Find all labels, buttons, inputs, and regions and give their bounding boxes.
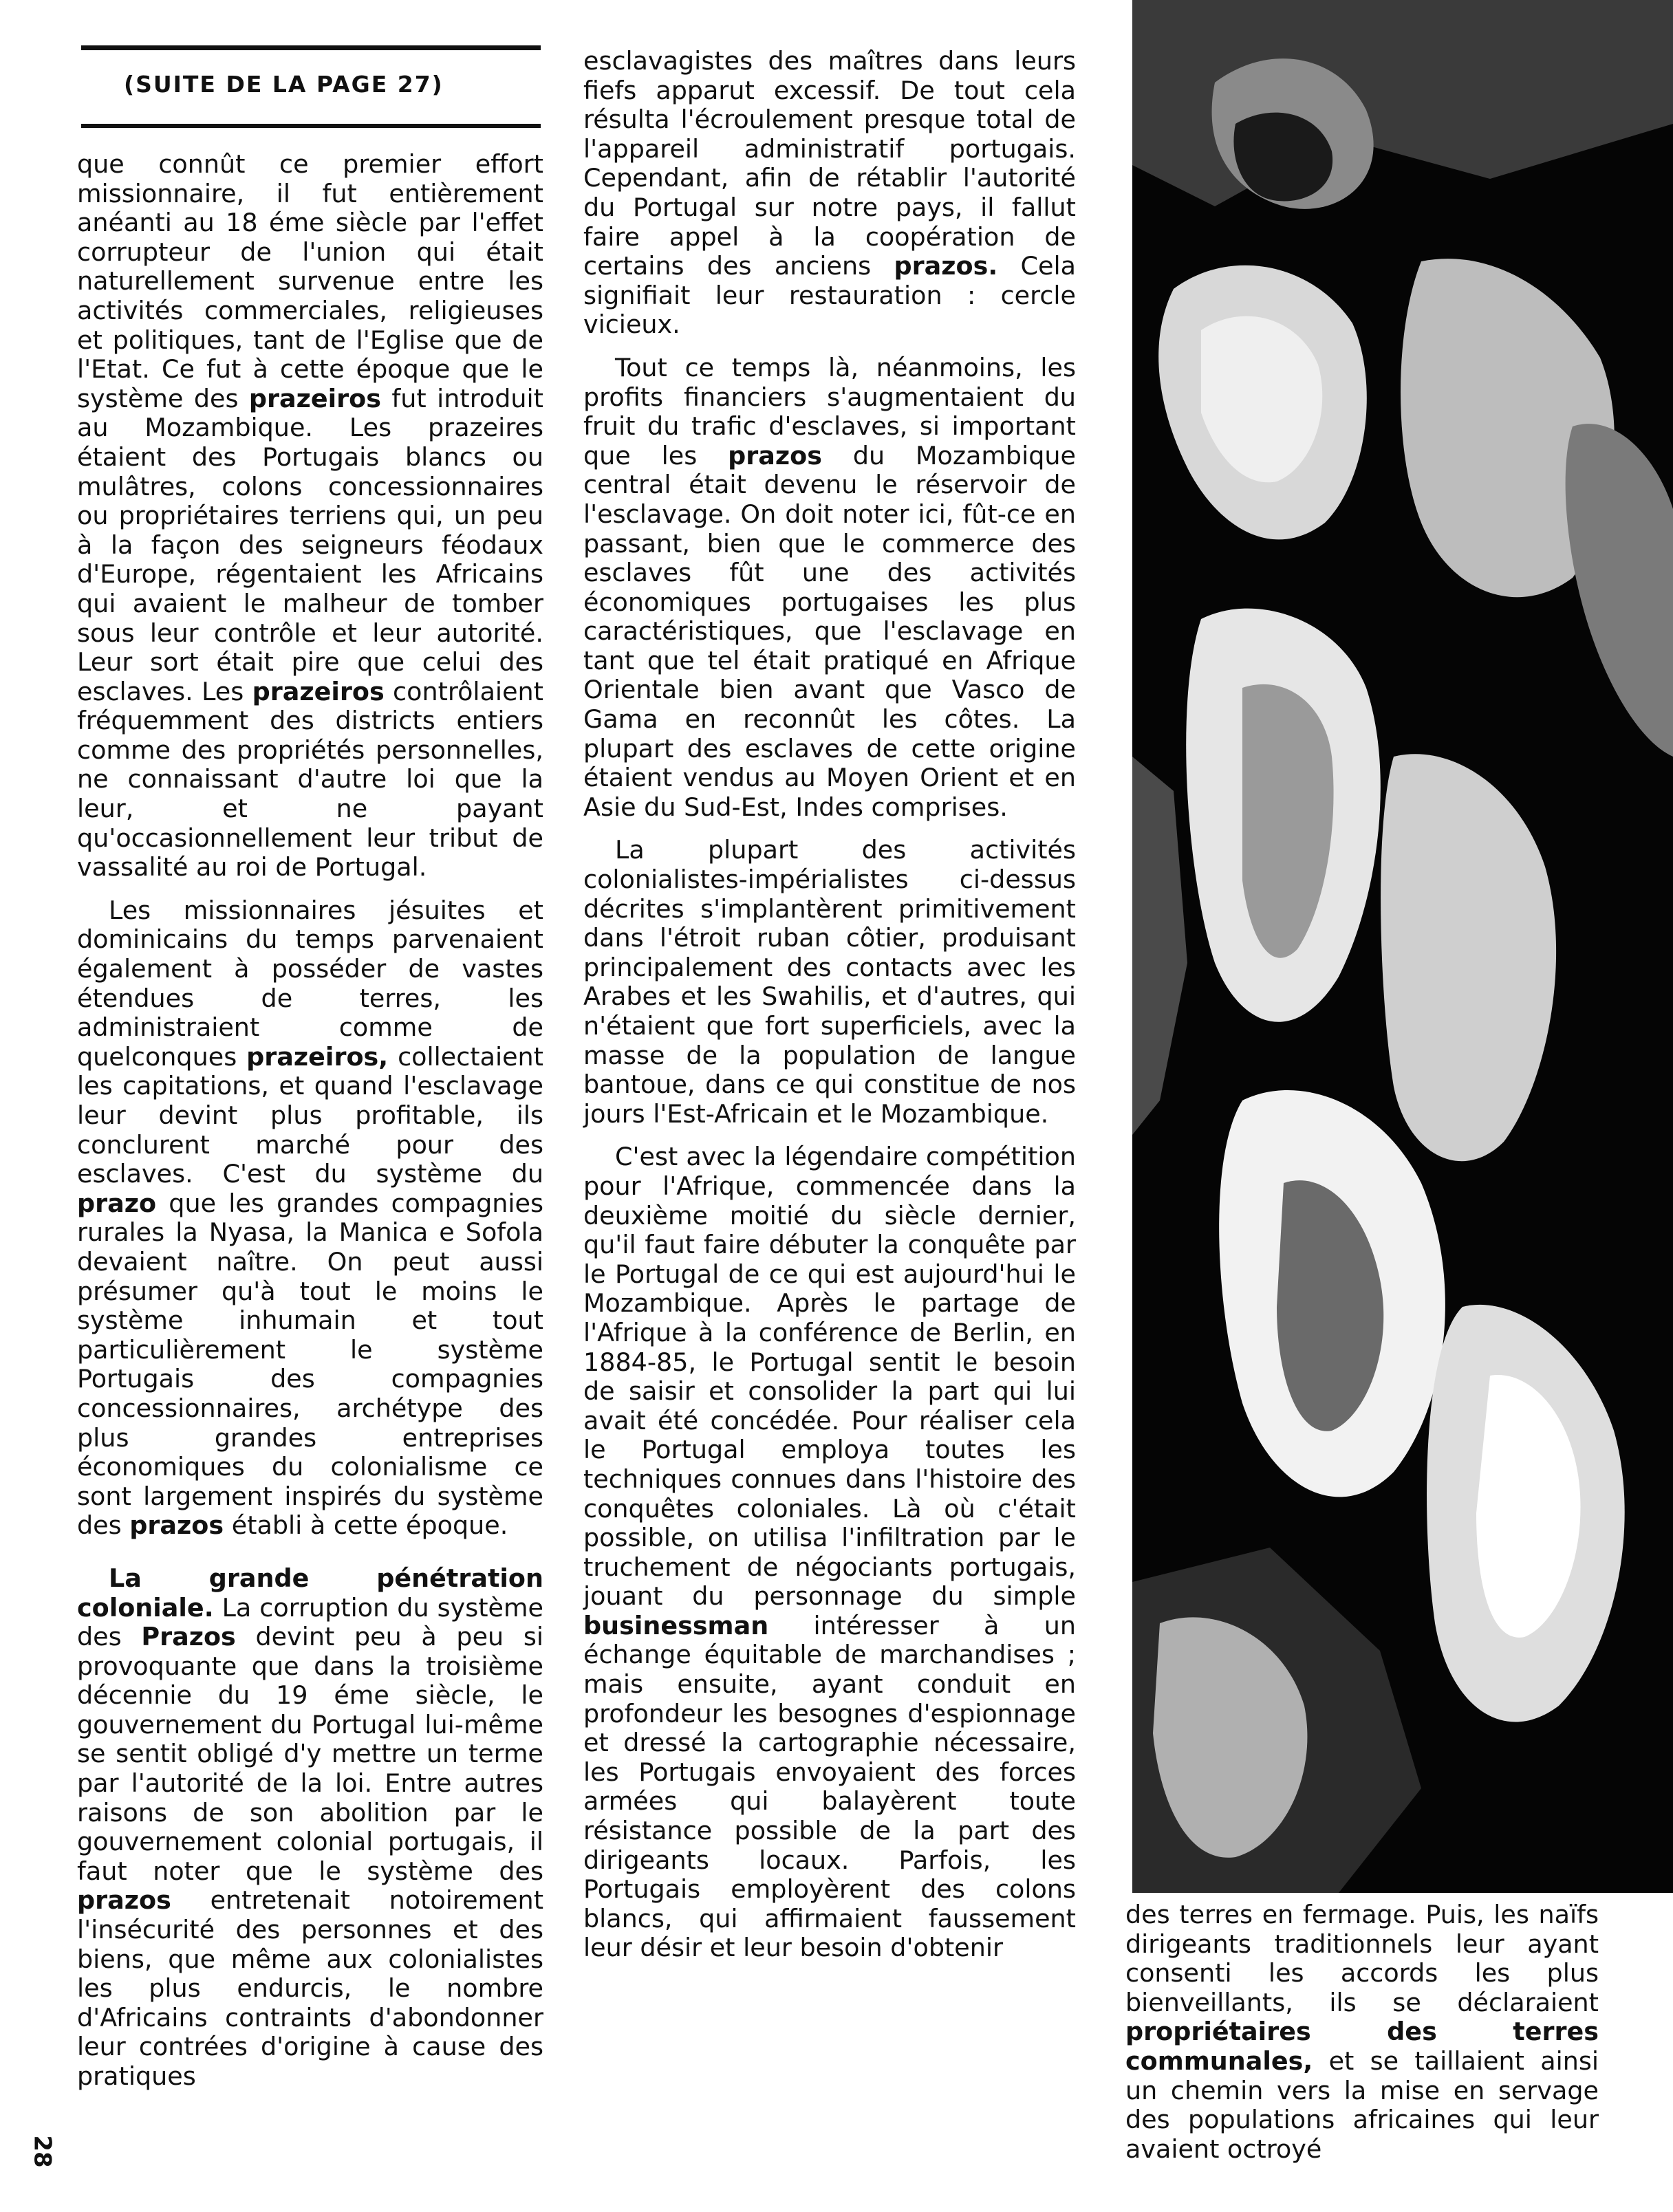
emphasis: prazos [728, 440, 822, 470]
paragraph: La plupart des activités colonialistes-impérialistes ci-dessus décrites s'implantèrent primitivement dans l'étroit ruban côtier, produisant principalement des contacts avec les Arabes et les Swahilis, et d'autres, qui n'étaient que fort superficiels, avec la masse de la population de langue bantoue, dans ce qui constitue de nos jours l'Est-Africain et le Mozambique. [583, 835, 1076, 1129]
header-rule-top [81, 45, 541, 50]
emphasis: Prazos [141, 1622, 236, 1652]
photograph-image [1132, 0, 1673, 1893]
emphasis: prazos. [894, 251, 998, 281]
paragraph: Tout ce temps là, néanmoins, les profits financiers s'augmentaient du fruit du trafic d'esclaves, si important que les prazos du Mozambique central était devenu le réservoir de l'esclavage. On doit noter ici, fût-ce en passant, bien que le commerce des esclaves fût une des activités économiques portugaises les plus caractéristiques, que l'esclavage en tant que tel était pratiqué en Afrique Orientale bien avant que Vasco de Gama en reconnût les côtes. La plupart des esclaves de cette origine étaient vendus au Moyen Orient et en Asie du Sud-Est, Indes comprises. [583, 352, 1076, 822]
header-rule-bottom [81, 124, 541, 128]
paragraph: C'est avec la légendaire compétition pour l'Afrique, commencée dans la deuxième moitié du siècle dernier, qu'il faut faire débuter la conquête par le Portugal de ce qui est aujourd'hui le Mozambique. Après le partage de l'Afrique à la conférence de Berlin, en 1884-85, le Portugal sentit le besoin de saisir et consolider la part qui lui avait été concédée. Pour réaliser cela le Portugal employa toutes les techniques connues dans l'histoire des conquêtes coloniales. Là où c'était possible, on utilisa l'infiltration par le truchement de négociants portugais, jouant du personnage du simple businessman intéresser à un échange équitable de marchandises ; mais ensuite, ayant conduit en profondeur les besognes d'espionnage et dressé la cartographie nécessaire, les Portugais envoyaient des forces armées qui balayèrent toute résistance possible de la part des dirigeants locaux. Parfois, les Portugais employèrent des colons blancs, qui affirmaient faussement leur désir et leur besoin d'obtenir [583, 1142, 1076, 1963]
emphasis: prazos [129, 1510, 224, 1541]
emphasis: prazo [77, 1188, 157, 1218]
paragraph: La grande pénétration coloniale. La corruption du système des Prazos devint peu à peu si provoquante que dans la troisième décennie du 19 éme siècle, le gouvernement du Portugal lui-même se sentit obligé d'y mettre un terme par l'autorité de la loi. Entre autres raisons de son abolition par le gouvernement colonial portugais, il faut noter que le système des prazos entretenait notoirement l'insécurité des personnes et des biens, que même aux colonialistes les plus endurcis, le nombre d'Africains contraints d'abondonner leur contrées d'origine à cause des pratiques [77, 1563, 544, 2091]
emphasis: propriétaires des terres communales, [1125, 2017, 1599, 2076]
emphasis: prazeiros [248, 383, 381, 413]
continued-from-header: (SUITE DE LA PAGE 27) [124, 71, 444, 98]
paragraph: que connût ce premier effort missionnaire, il fut entièrement anéanti au 18 éme siècle par l'effet corrupteur de l'union qui était naturellement survenue entre les activités commerciales, religieuses et politiques, tant de l'Eglise que de l'Etat. Ce fut à cette époque que le système des prazeiros fut introduit au Mozambique. Les prazeires étaient des Portugais blancs ou mulâtres, colons concessionnaires ou propriétaires terriens qui, un peu à la façon des seigneurs féodaux d'Europe, régentaient les Africains qui avaient le malheur de tomber sous leur contrôle et leur autorité. Leur sort était pire que celui des esclaves. Les prazeiros contrôlaient fréquemment des districts entiers comme des propriétés personnelles, ne connaissant d'autre loi que la leur, et ne payant qu'occasionnellement leur tribut de vassalité au roi de Portugal. [77, 149, 543, 882]
page-number: 28 [28, 2135, 56, 2168]
text-column-1 [77, 150, 543, 2105]
text-column-2 [583, 47, 1076, 1977]
emphasis: prazeiros, [246, 1041, 389, 1072]
text-column-3 [1125, 1900, 1599, 2178]
paragraph: Les missionnaires jésuites et dominicains du temps parvenaient également à posséder de vastes étendues de terres, les administraient comme de quelconques prazeiros, collectaient les capitations, et quand l'esclavage leur devint plus profitable, ils conclurent marché pour des esclaves. C'est du système du prazo que les grandes compagnies rurales la Nyasa, la Manica e Sofola devaient naître. On peut aussi présumer qu'à tout le moins le système inhumain et tout particulièrement le système Portugais des compagnies concessionnaires, archétype des plus grandes entreprises économiques du colonialisme ce sont largement inspirés du système des prazos établi à cette époque. [77, 895, 543, 1541]
photograph [1132, 0, 1673, 1893]
paragraph: esclavagistes des maîtres dans leurs fiefs apparut excessif. De tout cela résulta l'écroulement presque total de l'appareil administratif portugais. Cependant, afin de rétablir l'autorité du Portugal sur notre pays, il fallut faire appel à la coopération de certains des anciens prazos. Cela signifiait leur restauration : cercle vicieux. [583, 46, 1076, 340]
emphasis: prazos [77, 1885, 171, 1916]
emphasis: prazeiros [252, 676, 385, 706]
section-heading: La grande pénétration coloniale. [77, 1563, 543, 1623]
emphasis: businessman [583, 1610, 769, 1640]
paragraph: des terres en fermage. Puis, les naïfs dirigeants traditionnels leur ayant consenti les accords les plus bienveillants, ils se déclaraient propriétaires des terres communales, et se taillaient ainsi un chemin vers la mise en servage des populations africaines qui leur avaient octroyé [1125, 1900, 1599, 2164]
